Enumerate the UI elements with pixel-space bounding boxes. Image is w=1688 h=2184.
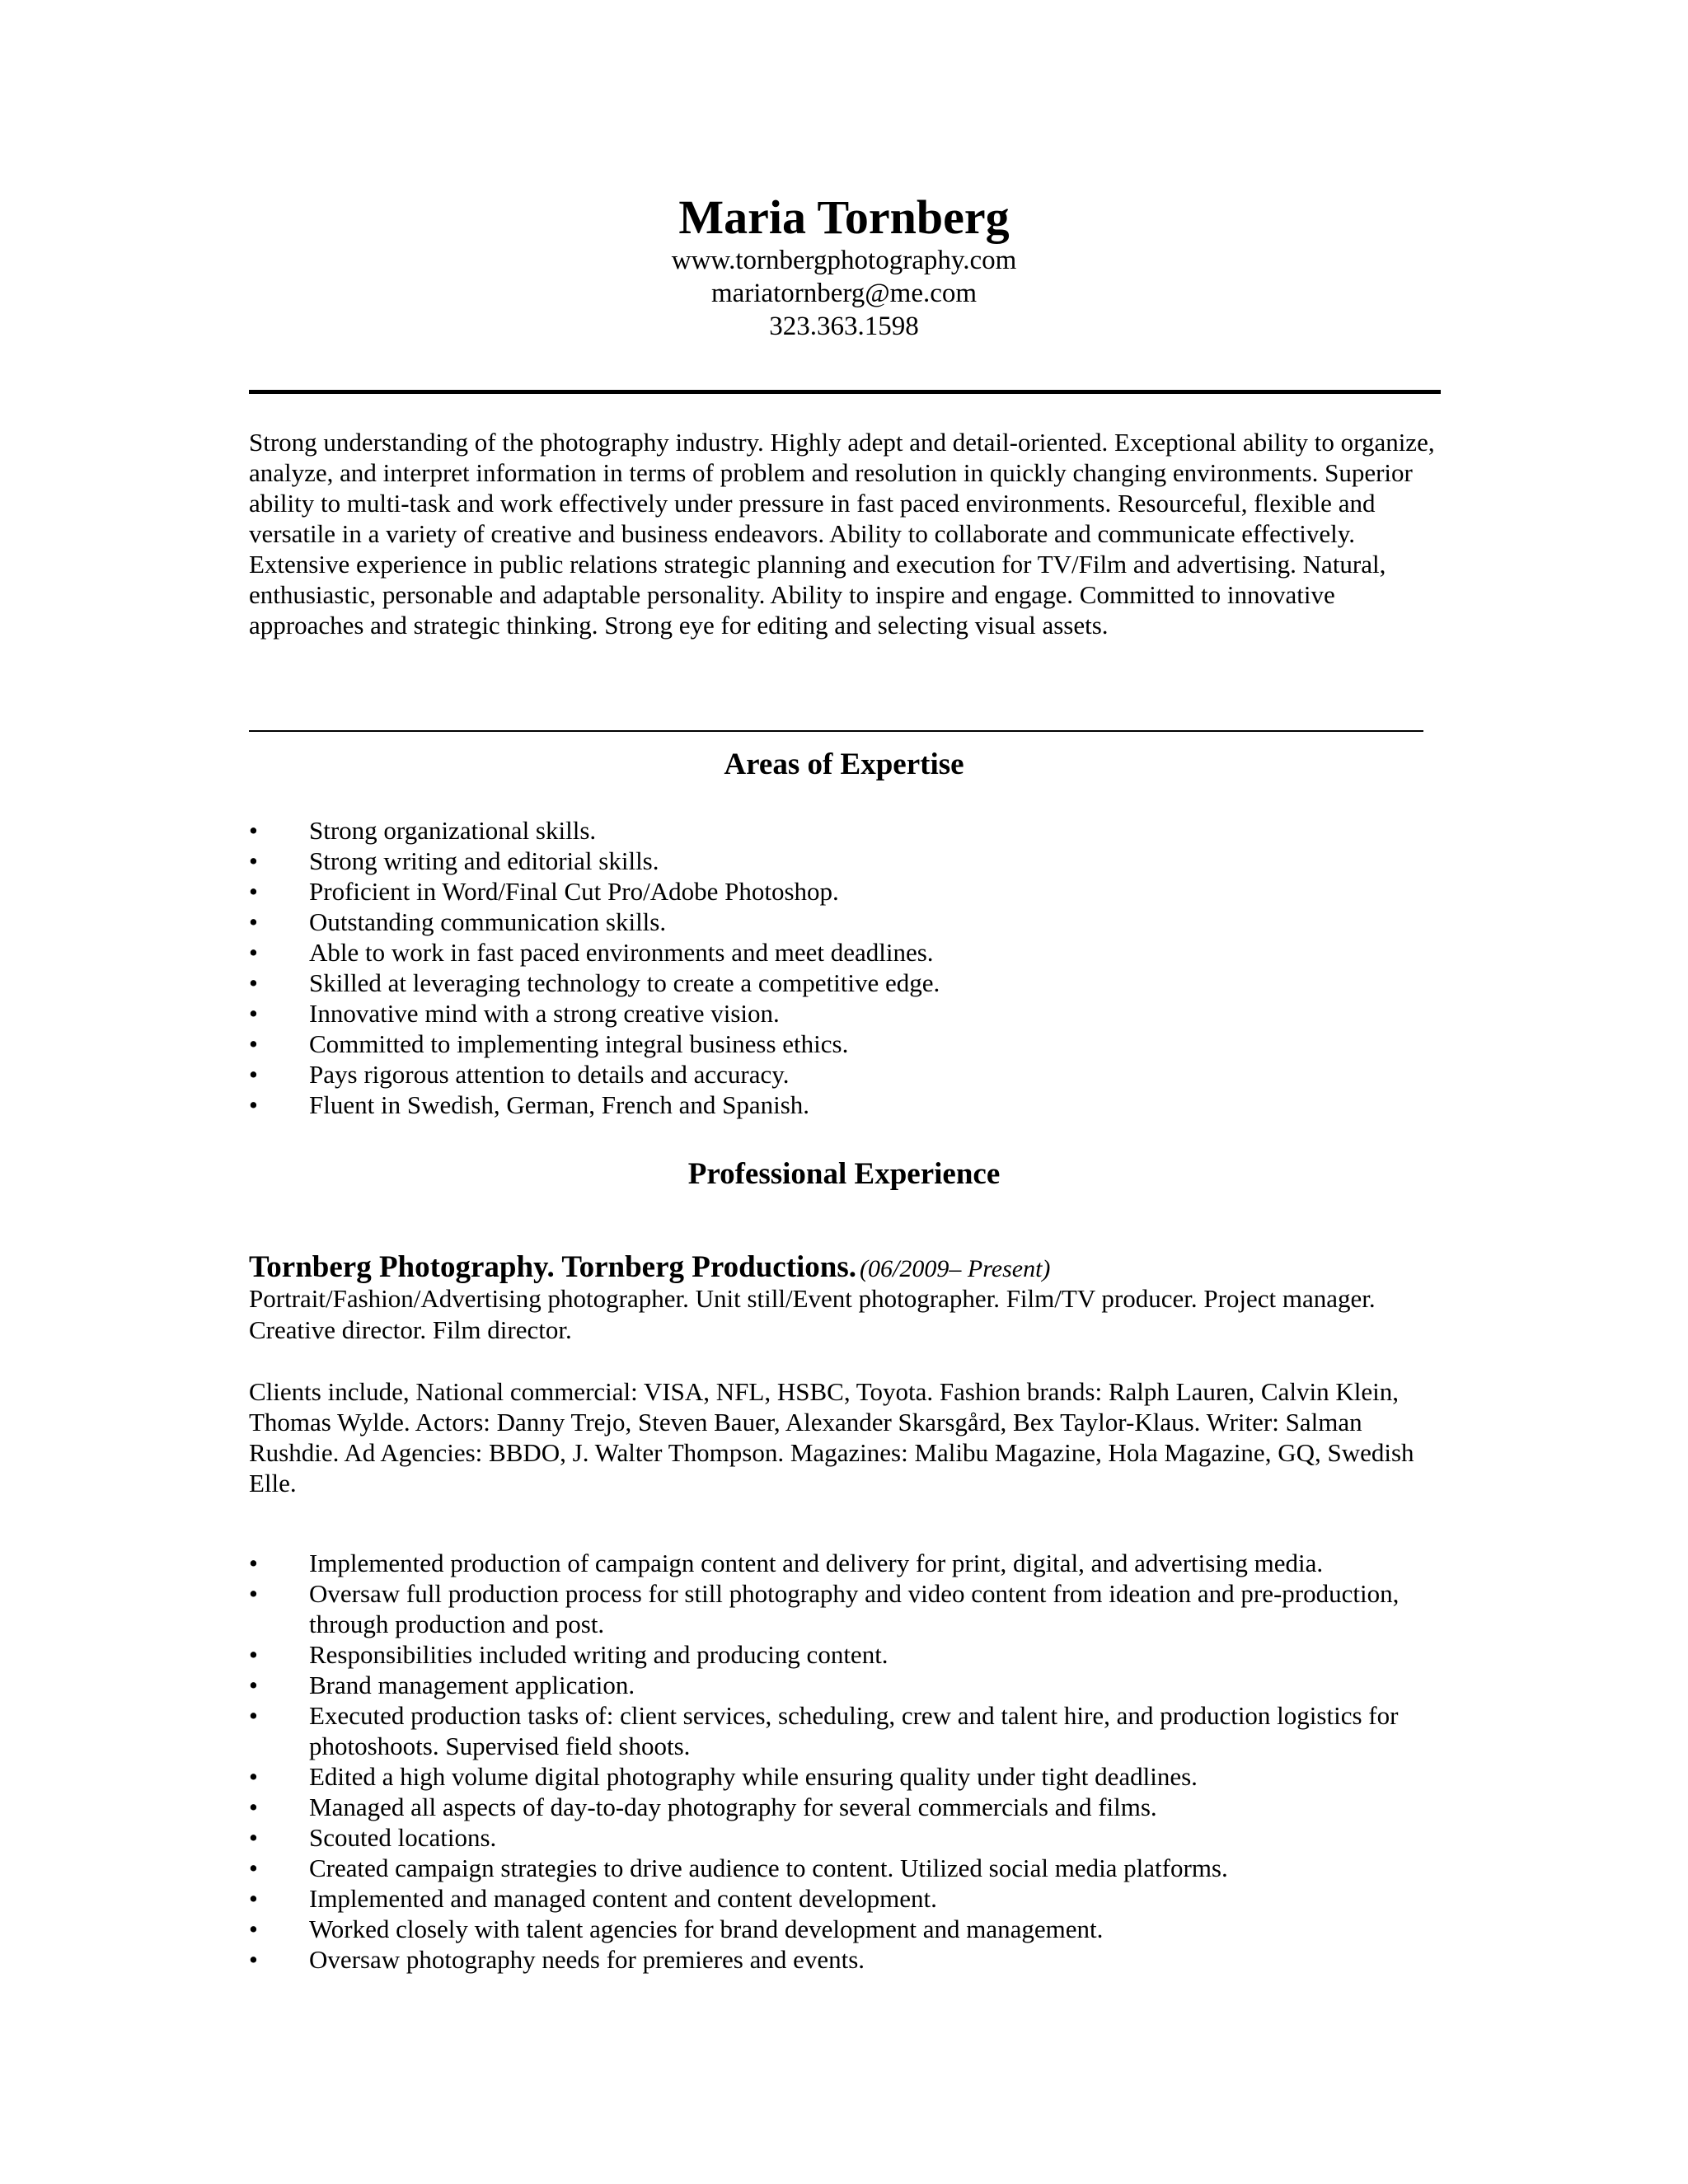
list-item: • Committed to implementing integral business ethics. xyxy=(249,1029,849,1058)
bullet-icon: • xyxy=(249,846,258,875)
email-link[interactable]: mariatornberg@me.com xyxy=(710,279,978,308)
bullet-icon: • xyxy=(249,1884,258,1913)
list-item: • Created campaign strategies to drive audience to content. Utilized social media platforms. xyxy=(249,1854,1228,1882)
bullet-icon: • xyxy=(249,1090,258,1119)
job-company: Tornberg Photography. Tornberg Productions. xyxy=(249,1250,857,1284)
bullet-icon: • xyxy=(249,1060,258,1089)
job-roles: Portrait/Fashion/Advertising photographer. Unit still/Event photographer. Film/TV producer. Project manager. Creative director. Film director. xyxy=(249,1284,1376,1344)
list-item: • Managed all aspects of day-to-day photography for several commercials and films. xyxy=(249,1793,1157,1821)
bullet-icon: • xyxy=(249,1793,258,1821)
header-divider xyxy=(249,390,1441,394)
summary-divider xyxy=(249,730,1423,732)
bullet-icon: • xyxy=(249,907,258,936)
list-item: • Oversaw photography needs for premieres and events. xyxy=(249,1945,865,1974)
job-clients: Clients include, National commercial: VISA, NFL, HSBC, Toyota. Fashion brands: Ralph Lauren, Calvin Klein, Thomas Wylde. Actors: Danny Trejo, Steven Bauer, Alexander Skarsgård, Bex Taylor-Klaus. Writer: Salman Rushdie. Ad Agencies: BBDO, J. Walter Thompson. Magazines: Malibu Magazine, Hola Magazine, GQ, Swedish Elle. xyxy=(249,1377,1414,1497)
bullet-icon: • xyxy=(249,816,258,845)
phone-number: 323.363.1598 xyxy=(769,312,919,341)
bullet-icon: • xyxy=(249,1640,258,1669)
list-item: • Pays rigorous attention to details and accuracy. xyxy=(249,1060,790,1089)
list-item: • Fluent in Swedish, German, French and Spanish. xyxy=(249,1090,810,1119)
bullet-icon: • xyxy=(249,1945,258,1974)
bullet-icon: • xyxy=(249,968,258,997)
bullet-icon: • xyxy=(249,1915,258,1943)
list-item: • Innovative mind with a strong creative vision. xyxy=(249,999,780,1028)
bullet-icon: • xyxy=(249,1762,258,1791)
list-item: • Outstanding communication skills. xyxy=(249,907,667,936)
bullet-icon: • xyxy=(249,938,258,967)
list-item: • Worked closely with talent agencies for brand development and management. xyxy=(249,1915,1104,1943)
bullet-icon: • xyxy=(249,877,258,906)
list-item: • Implemented production of campaign content and delivery for print, digital, and advertising media. xyxy=(249,1549,1324,1577)
bullet-icon: • xyxy=(249,1579,258,1608)
list-item: • Brand management application. xyxy=(249,1671,635,1699)
list-item: • Implemented and managed content and content development. xyxy=(249,1884,937,1913)
list-item: • Edited a high volume digital photography while ensuring quality under tight deadlines. xyxy=(249,1762,1198,1791)
list-item: • Able to work in fast paced environments and meet deadlines. xyxy=(249,938,934,967)
list-item: • Strong organizational skills. xyxy=(249,816,597,845)
bullet-icon: • xyxy=(249,1854,258,1882)
list-item: • Scouted locations. xyxy=(249,1823,497,1852)
bullet-icon: • xyxy=(249,1549,258,1577)
list-item: • Executed production tasks of: client services, scheduling, crew and talent hire, and production logistics for photoshoots. Supervised field shoots. xyxy=(249,1701,1399,1760)
expertise-heading: Areas of Expertise xyxy=(724,748,964,781)
bullet-icon: • xyxy=(249,1823,258,1852)
job-duties-list xyxy=(249,1548,1444,1975)
candidate-name: Maria Tornberg xyxy=(678,190,1010,244)
list-item: • Proficient in Word/Final Cut Pro/Adobe Photoshop. xyxy=(249,877,839,906)
list-item: • Skilled at leveraging technology to create a competitive edge. xyxy=(249,968,940,997)
bullet-icon: • xyxy=(249,1671,258,1699)
list-item: • Oversaw full production process for still photography and video content from ideation and pre-production, through production and post. xyxy=(249,1579,1400,1638)
bullet-icon: • xyxy=(249,1029,258,1058)
list-item: • Responsibilities included writing and producing content. xyxy=(249,1640,889,1669)
list-item: • Strong writing and editorial skills. xyxy=(249,846,659,875)
job-dates: (06/2009– Present) xyxy=(860,1255,1051,1282)
experience-heading: Professional Experience xyxy=(687,1157,1001,1191)
website-link[interactable]: www.tornbergphotography.com xyxy=(671,246,1017,275)
resume-header xyxy=(0,191,1688,343)
bullet-icon: • xyxy=(249,999,258,1028)
bullet-icon: • xyxy=(249,1701,258,1730)
expertise-list xyxy=(249,815,1444,1120)
professional-summary: Strong understanding of the photography industry. Highly adept and detail-oriented. Exceptional ability to organize, analyze, and interpret information in terms of problem and resolution in quickly changing environments. Superior ability to multi-task and work effectively under pressure in fast paced environments. Resourceful, flexible and versatile in a variety of creative and business endeavors. Ability to collaborate and communicate effectively. Extensive experience in public relations strategic planning and execution for TV/Film and advertising. Natural, enthusiastic, personable and adaptable personality. Ability to inspire and engage. Committed to innovative approaches and strategic thinking. Strong eye for editing and selecting visual assets. xyxy=(249,428,1435,640)
